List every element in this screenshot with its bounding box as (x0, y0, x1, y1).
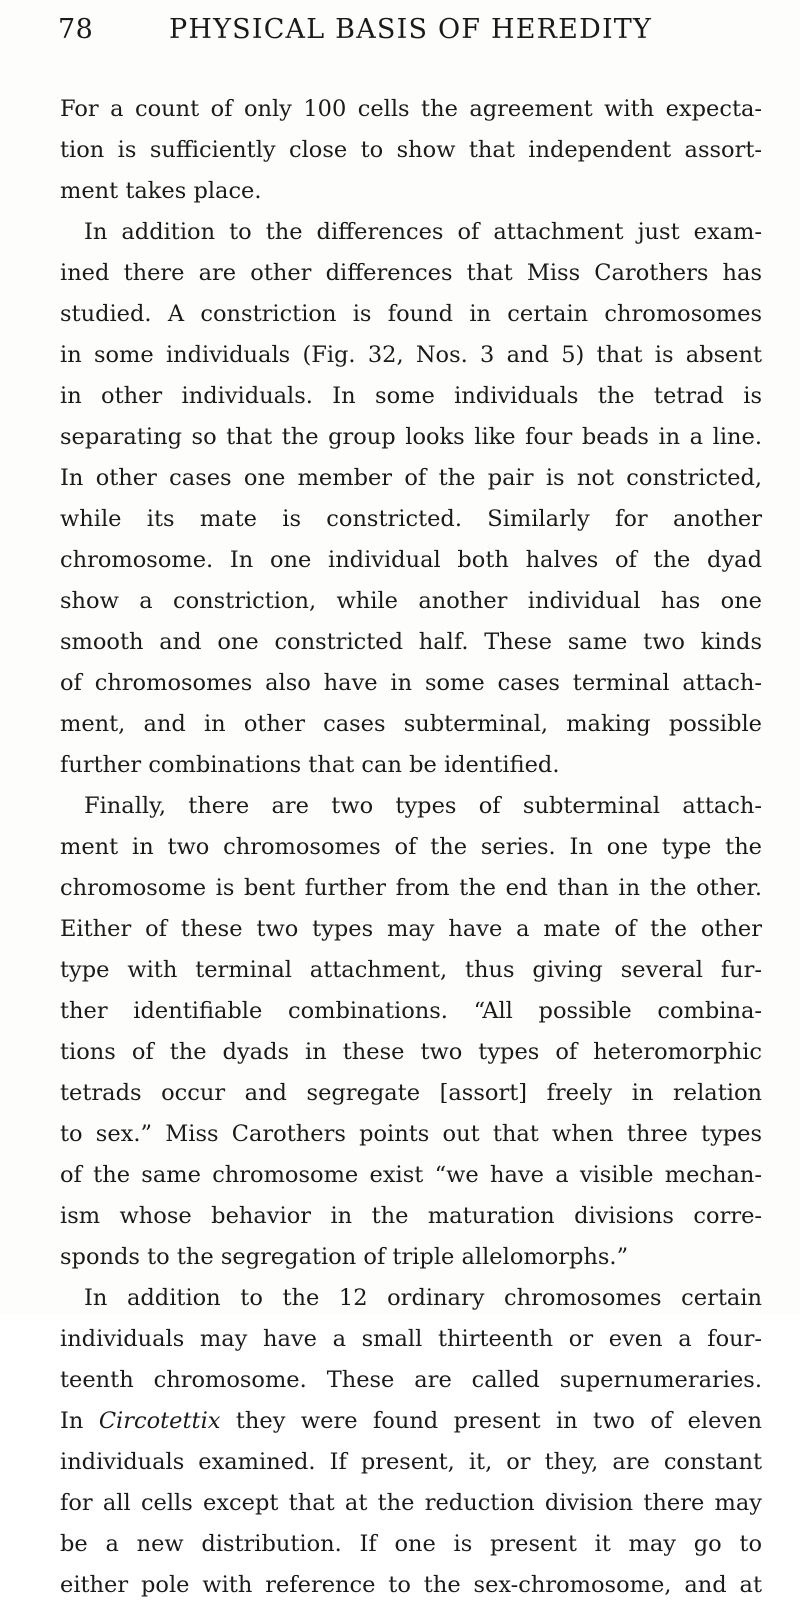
text-line: ism whose behavior in the maturation divisions corre- (60, 1203, 762, 1229)
text-line: individuals examined. If present, it, or they, are constant (60, 1449, 762, 1475)
text-line: show a constriction, while another individual has one (60, 588, 762, 614)
body-text (60, 89, 762, 1606)
text-line: be a new distribution. If one is present it may go to (60, 1531, 762, 1557)
text-line: ined there are other differences that Miss Carothers has (60, 260, 762, 286)
text-line: In addition to the 12 ordinary chromosomes certain (84, 1285, 762, 1311)
text-line: ther identifiable combinations. “All possible combina- (60, 998, 762, 1024)
text-line: in some individuals (Fig. 32, Nos. 3 and 5) that is absent (60, 342, 762, 368)
text-line: of the same chromosome exist “we have a visible mechan- (60, 1162, 762, 1188)
text-line: Finally, there are two types of subterminal attach- (84, 793, 762, 819)
text-line: chromosome is bent further from the end than in the other. (60, 875, 762, 901)
running-title: PHYSICAL BASIS OF HEREDITY (169, 14, 653, 45)
text-line (60, 1401, 762, 1442)
text-line: either pole with reference to the sex-chromosome, and at (60, 1572, 762, 1598)
page-number: 78 (58, 14, 94, 45)
text-line: smooth and one constricted half. These same two kinds (60, 629, 762, 655)
text-line: In addition to the differences of attachment just exam- (84, 219, 762, 245)
text-line: sponds to the segregation of triple allelomorphs.” (60, 1244, 629, 1270)
text-line: ment takes place. (60, 178, 262, 204)
text-line: in other individuals. In some individuals the tetrad is (60, 383, 762, 409)
text-line: ment, and in other cases subterminal, making possible (60, 711, 762, 737)
text-segment: In (60, 1408, 99, 1434)
text-line: Either of these two types may have a mate of the other (60, 916, 762, 942)
text-line: In other cases one member of the pair is not constricted, (60, 465, 762, 491)
text-line: tetrads occur and segregate [assort] freely in relation (60, 1080, 762, 1106)
italic-genus-name: Circotettix (98, 1408, 221, 1434)
text-line: teenth chromosome. These are called supernumeraries. (60, 1367, 762, 1393)
text-line: chromosome. In one individual both halves of the dyad (60, 547, 762, 573)
text-segment: they were found present in two of eleven (220, 1408, 762, 1434)
text-line: separating so that the group looks like four beads in a line. (60, 424, 762, 450)
text-line: to sex.” Miss Carothers points out that when three types (60, 1121, 762, 1147)
text-line: while its mate is constricted. Similarly for another (60, 506, 762, 532)
text-line: type with terminal attachment, thus giving several fur- (60, 957, 762, 983)
text-line: tions of the dyads in these two types of heteromorphic (60, 1039, 762, 1065)
text-line: individuals may have a small thirteenth or even a four- (60, 1326, 762, 1352)
text-line: studied. A constriction is found in certain chromosomes (60, 301, 762, 327)
text-line: for all cells except that at the reduction division there may (60, 1490, 762, 1516)
text-line: of chromosomes also have in some cases terminal attach- (60, 670, 762, 696)
text-line: tion is sufficiently close to show that independent assort- (60, 137, 762, 163)
text-line: further combinations that can be identified. (60, 752, 560, 778)
text-line: For a count of only 100 cells the agreement with expecta- (60, 96, 762, 122)
running-head (58, 14, 758, 64)
text-line: ment in two chromosomes of the series. In one type the (60, 834, 762, 860)
